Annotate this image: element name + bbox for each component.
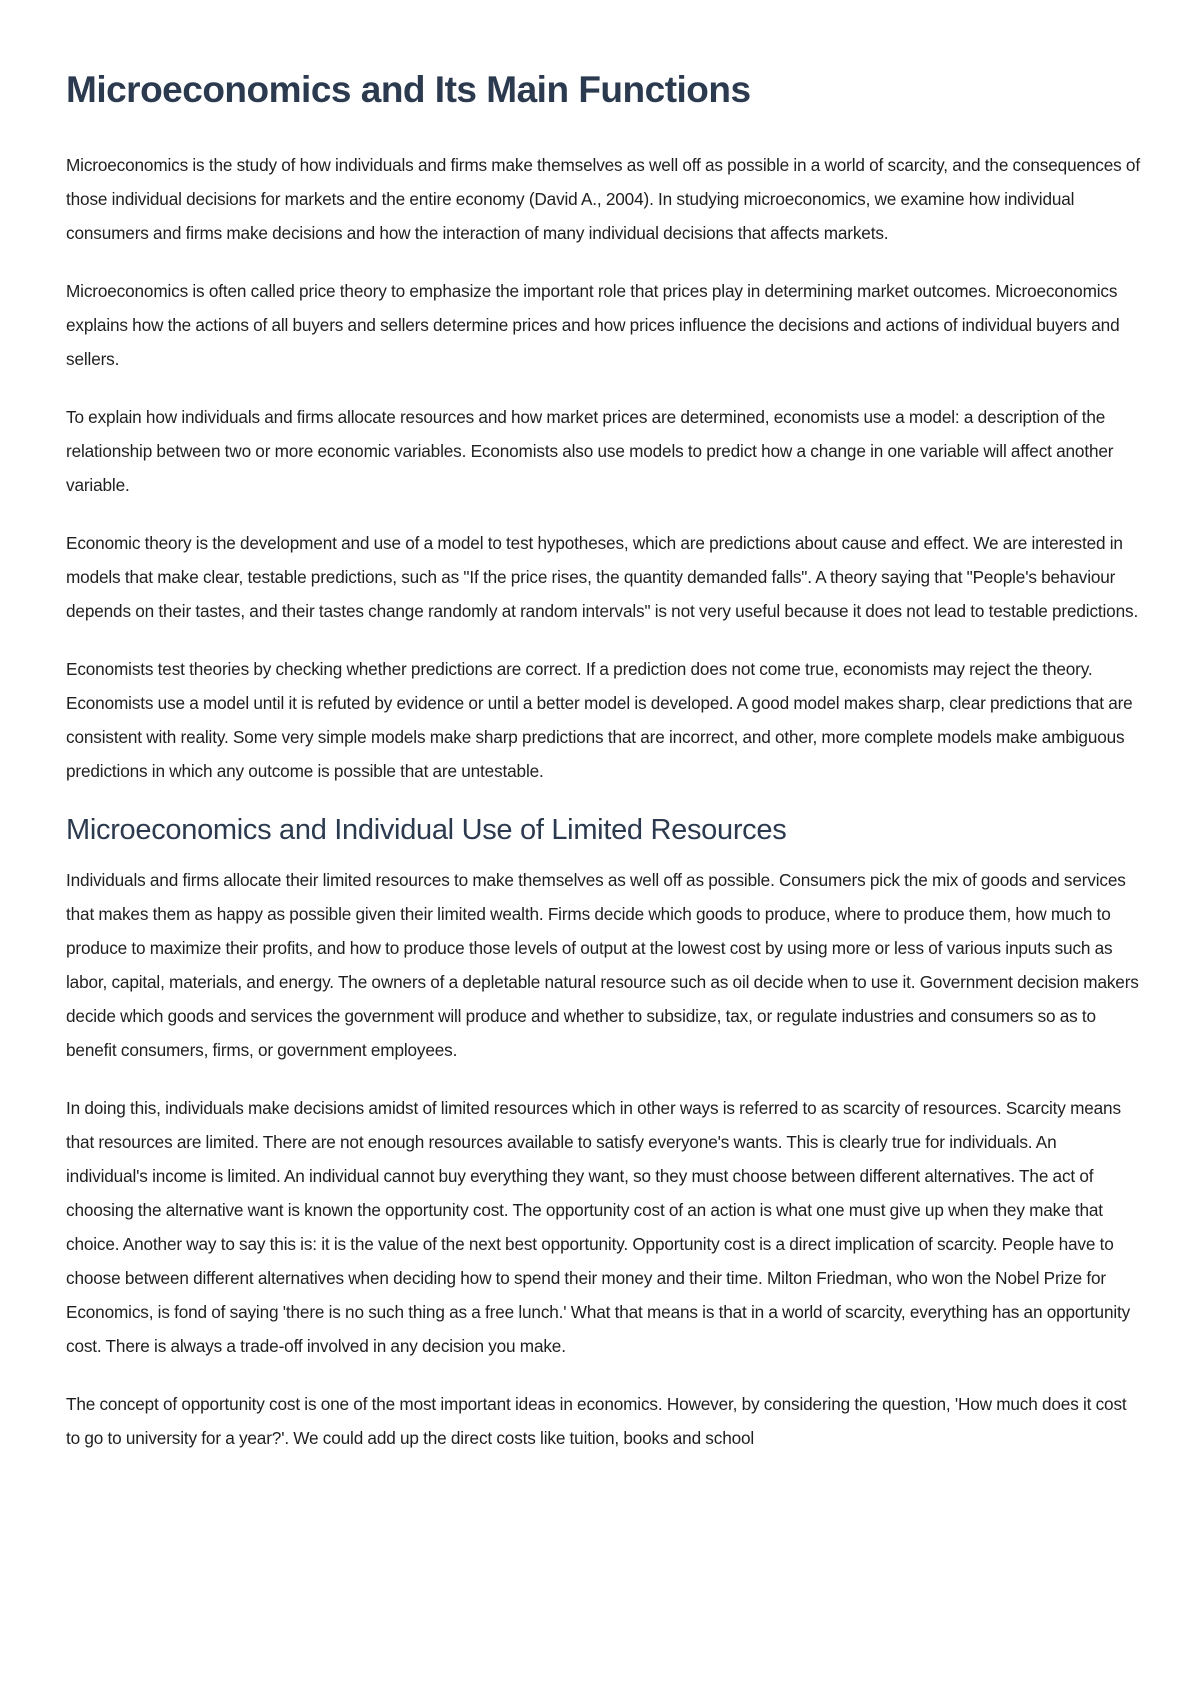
page-title: Microeconomics and Its Main Functions xyxy=(66,69,751,110)
section-heading: Microeconomics and Individual Use of Limited Resources xyxy=(66,814,787,847)
paragraph: Economic theory is the development and use of a model to test hypotheses, which are predictions about cause and effect. We are interested in models that make clear, testable predictions, such as "If the price rises, the quantity demanded falls". A theory saying that "People's behaviour depends on their tastes, and their tastes change randomly at random intervals" is not very useful because it does not lead to testable predictions. xyxy=(66,533,1139,622)
paragraph: The concept of opportunity cost is one of the most important ideas in economics. However, by considering the question, 'How much does it cost to go to university for a year?'. We could add up the direct costs like tuition, books and school xyxy=(66,1393,1127,1448)
paragraph: To explain how individuals and firms allocate resources and how market prices are determined, economists use a model: a description of the relationship between two or more economic variables. Economists also use models to predict how a change in one variable will affect another variable. xyxy=(66,407,1114,496)
paragraph: Economists test theories by checking whether predictions are correct. If a prediction does not come true, economists may reject the theory. Economists use a model until it is refuted by evidence or until a better model is developed. A good model makes sharp, clear predictions that are consistent with reality. Some very simple models make sharp predictions that are incorrect, and other, more complete models make ambiguous predictions in which any outcome is possible that are untestable. xyxy=(66,659,1133,782)
paragraph: Microeconomics is the study of how individuals and firms make themselves as well off as possible in a world of scarcity, and the consequences of those individual decisions for markets and the entire economy (David A., 2004). In studying microeconomics, we examine how individual consumers and firms make decisions and how the interaction of many individual decisions that affects markets. xyxy=(66,155,1140,244)
paragraph: Microeconomics is often called price theory to emphasize the important role that prices play in determining market outcomes. Microeconomics explains how the actions of all buyers and sellers determine prices and how prices influence the decisions and actions of individual buyers and sellers. xyxy=(66,281,1120,370)
paragraph: In doing this, individuals make decisions amidst of limited resources which in other ways is referred to as scarcity of resources. Scarcity means that resources are limited. There are not enough resources available to satisfy everyone's wants. This is clearly true for individuals. An individual's income is limited. An individual cannot buy everything they want, so they must choose between different alternatives. The act of choosing the alternative want is known the opportunity cost. The opportunity cost of an action is what one must give up when they make that choice. Another way to say this is: it is the value of the next best opportunity. Opportunity cost is a direct implication of scarcity. People have to choose between different alternatives when deciding how to spend their money and their time. Milton Friedman, who won the Nobel Prize for Economics, is fond of saying 'there is no such thing as a free lunch.' What that means is that in a world of scarcity, everything has an opportunity cost. There is always a trade-off involved in any decision you make. xyxy=(66,1097,1131,1356)
paragraph: Individuals and firms allocate their limited resources to make themselves as well off as possible. Consumers pick the mix of goods and services that makes them as happy as possible given their limited wealth. Firms decide which goods to produce, where to produce them, how much to produce to maximize their profits, and how to produce those levels of output at the lowest cost by using more or less of various inputs such as labor, capital, materials, and energy. The owners of a depletable natural resource such as oil decide when to use it. Government decision makers decide which goods and services the government will produce and whether to subsidize, tax, or regulate industries and consumers so as to benefit consumers, firms, or government employees. xyxy=(66,869,1139,1060)
